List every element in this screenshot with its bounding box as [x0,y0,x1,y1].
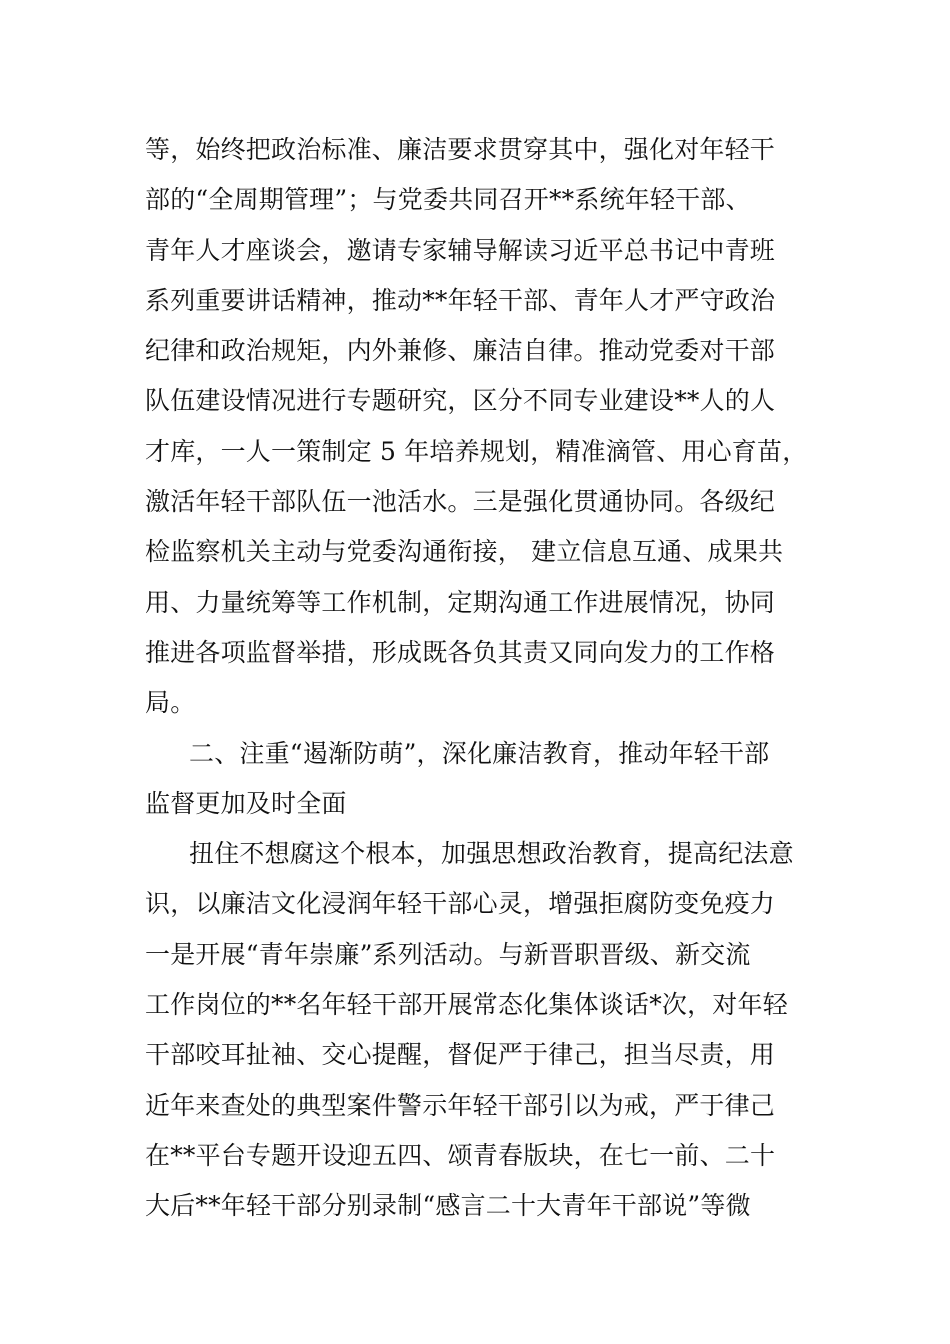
text-line: 干部咬耳扯袖、交心提醒，督促严于律己，担当尽责，用 [145,1040,776,1070]
text-line: 队伍建设情况进行专题研究，区分不同专业建设**人的人 [145,386,776,416]
text-line: 系列重要讲话精神，推动**年轻干部、青年人才严守政治 [145,285,776,315]
text-line: 纪律和政治规矩，内外兼修、廉洁自律。推动党委对干部 [145,336,776,366]
text-line: 用、力量统筹等工作机制，定期沟通工作进展情况，协同 [145,587,776,617]
text-line: 推进各项监督举措，形成既各负其责又同向发力的工作格 [145,637,776,667]
text-line: 近年来查处的典型案件警示年轻干部引以为戒，严于律己 [145,1090,776,1120]
document-body [145,125,835,1232]
text-line: 大后**年轻干部分别录制“感言二十大青年干部说”等微 [145,1191,751,1221]
text-line: 才库，一人一策制定 5 年培养规划，精准滴管、用心育苗， [145,436,808,466]
text-line: 扭住不想腐这个根本，加强思想政治教育，提高纪法意 [189,839,794,869]
text-line: 等，始终把政治标准、廉洁要求贯穿其中，强化对年轻干 [145,135,776,164]
text-line: 在**平台专题开设迎五四、颂青春版块，在七一前、二十 [145,1140,776,1170]
text-line: 部的“全周期管理”；与党委共同召开**系统年轻干部、 [145,185,751,215]
text-line: 青年人才座谈会，邀请专家辅导解读习近平总书记中青班 [145,235,776,265]
text-line: 检监察机关主动与党委沟通衔接， 建立信息互通、成果共 [145,537,784,567]
text-line: 一是开展“青年崇廉”系列活动。与新晋职晋级、新交流 [145,939,751,969]
section-heading-line: 二、注重“遏渐防萌”，深化廉洁教育，推动年轻干部 [189,738,770,768]
text-line: 识，以廉洁文化浸润年轻干部心灵，增强拒腐防变免疫力 [145,889,776,919]
text-line: 局。 [145,688,196,718]
section-heading-line: 监督更加及时全面 [145,788,347,818]
text-line: 工作岗位的**名年轻干部开展常态化集体谈话*次，对年轻 [145,990,788,1020]
text-line: 激活年轻干部队伍一池活水。三是强化贯通协同。各级纪 [145,487,776,517]
